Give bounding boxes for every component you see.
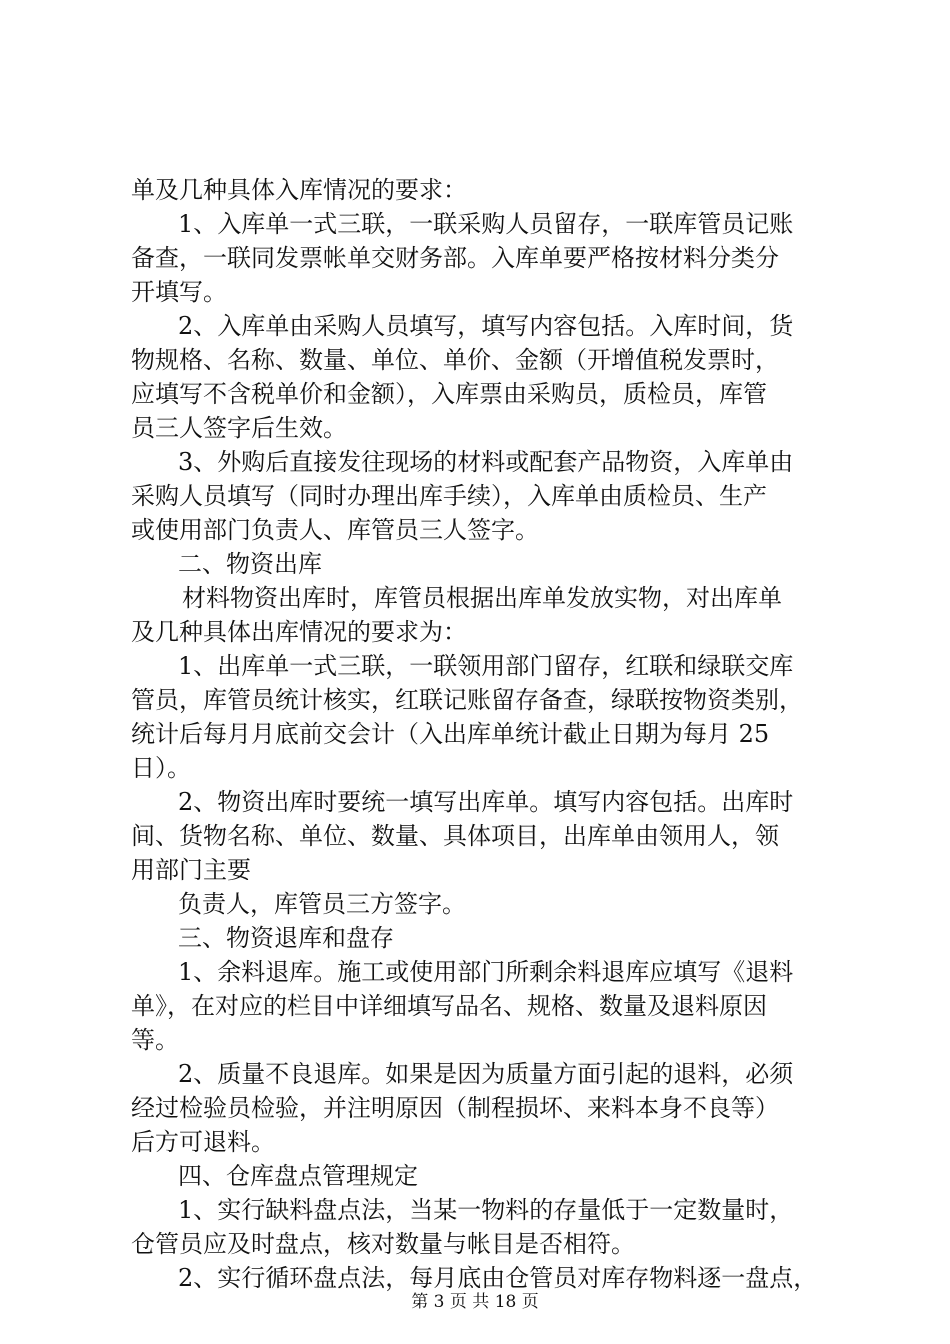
text-line: 等。 xyxy=(131,1026,179,1054)
text-line: 3、外购后直接发往现场的材料或配套产品物资，入库单由 xyxy=(178,448,794,476)
text-line: 1、余料退库。施工或使用部门所剩余料退库应填写《退料 xyxy=(178,958,794,986)
text-line: 1、出库单一式三联，一联领用部门留存，红联和绿联交库 xyxy=(178,652,794,680)
text-line: 2、实行循环盘点法，每月底由仓管员对库存物料逐一盘点， xyxy=(178,1264,818,1292)
text-line: 负责人，库管员三方签字。 xyxy=(178,890,466,918)
text-line: 2、质量不良退库。如果是因为质量方面引起的退料，必须 xyxy=(178,1060,794,1088)
text-line: 仓管员应及时盘点，核对数量与帐目是否相符。 xyxy=(131,1230,635,1258)
text-line: 员三人签字后生效。 xyxy=(131,414,347,442)
text-line: 2、物资出库时要统一填写出库单。填写内容包括。出库时 xyxy=(178,788,794,816)
text-line: 及几种具体出库情况的要求为： xyxy=(131,618,467,646)
text-line: 单及几种具体入库情况的要求： xyxy=(131,176,467,204)
text-line: 间、货物名称、单位、数量、具体项目，出库单由领用人，领 xyxy=(131,822,779,850)
text-line: 统计后每月月底前交会计（入出库单统计截止日期为每月 25 xyxy=(131,720,770,748)
text-line: 单》，在对应的栏目中详细填写品名、规格、数量及退料原因 xyxy=(131,992,767,1020)
text-line: 物规格、名称、数量、单位、单价、金额（开增值税发票时， xyxy=(131,346,779,374)
section-heading: 三、物资退库和盘存 xyxy=(178,924,394,952)
text-line: 材料物资出库时，库管员根据出库单发放实物，对出库单 xyxy=(182,584,782,612)
text-line: 后方可退料。 xyxy=(131,1128,275,1156)
text-line: 管员，库管员统计核实，红联记账留存备查，绿联按物资类别， xyxy=(131,686,803,714)
text-line: 日）。 xyxy=(131,754,191,782)
text-line: 2、入库单由采购人员填写，填写内容包括。入库时间，货 xyxy=(178,312,794,340)
text-line: 开填写。 xyxy=(131,278,227,306)
section-heading: 二、物资出库 xyxy=(178,550,322,578)
text-line: 经过检验员检验，并注明原因（制程损坏、来料本身不良等） xyxy=(131,1094,779,1122)
section-heading: 四、仓库盘点管理规定 xyxy=(178,1162,418,1190)
text-line: 备查，一联同发票帐单交财务部。入库单要严格按材料分类分 xyxy=(131,244,779,272)
text-line: 1、实行缺料盘点法，当某一物料的存量低于一定数量时， xyxy=(178,1196,794,1224)
text-line: 应填写不含税单价和金额），入库票由采购员，质检员，库管 xyxy=(131,380,767,408)
text-line: 或使用部门负责人、库管员三人签字。 xyxy=(131,516,539,544)
text-line: 采购人员填写（同时办理出库手续），入库单由质检员、生产 xyxy=(131,482,767,510)
text-line: 1、入库单一式三联，一联采购人员留存，一联库管员记账 xyxy=(178,210,794,238)
text-line: 用部门主要 xyxy=(131,856,251,884)
page-number-footer: 第 3 页 共 18 页 xyxy=(411,1292,539,1312)
